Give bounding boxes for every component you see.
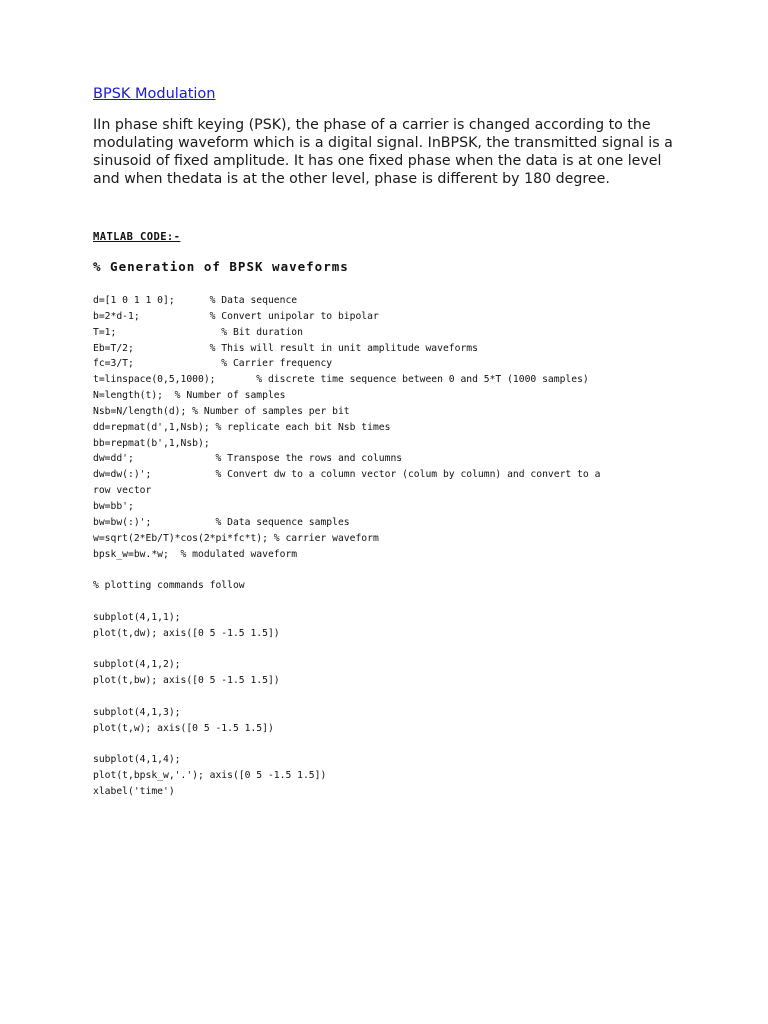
code-line: w=sqrt(2*Eb/T)*cos(2*pi*fc*t); % carrier waveform	[93, 532, 379, 544]
code-line: plot(t,bpsk_w,'.'); axis([0 5 -1.5 1.5])	[93, 770, 327, 782]
code-line: bw=bw(:)'; % Data sequence samples	[93, 516, 350, 528]
code-line	[93, 562, 600, 578]
code-line: xlabel('time')	[93, 786, 175, 798]
code-line: subplot(4,1,3);	[93, 706, 181, 718]
code-line: b=2*d-1; % Convert unipolar to bipolar	[93, 310, 379, 322]
code-line: dd=repmat(d',1,Nsb); % replicate each bit Nsb times	[93, 421, 391, 433]
code-line: subplot(4,1,1);	[93, 611, 181, 623]
code-line: fc=3/T; % Carrier frequency	[93, 358, 333, 370]
code-line: bw=bb';	[93, 500, 134, 512]
code-line: dw=dw(:)'; % Convert dw to a column vector (colum by column) and convert to a	[93, 469, 601, 481]
intro-paragraph	[93, 116, 723, 188]
code-line	[93, 737, 600, 753]
code-line: subplot(4,1,4);	[93, 754, 181, 766]
code-line: plot(t,dw); axis([0 5 -1.5 1.5])	[93, 627, 280, 639]
code-line: bb=repmat(b',1,Nsb);	[93, 437, 210, 449]
section-heading: % Generation of BPSK waveforms	[93, 259, 349, 274]
code-line	[93, 594, 600, 610]
code-line: N=length(t); % Number of samples	[93, 390, 286, 402]
code-line: bpsk_w=bw.*w; % modulated waveform	[93, 548, 298, 560]
document-title-link[interactable]: BPSK Modulation	[93, 86, 216, 102]
intro-line: sinusoid of fixed amplitude. It has one fixed phase when the data is at one level	[93, 153, 662, 169]
code-line: % plotting commands follow	[93, 580, 245, 592]
code-line: t=linspace(0,5,1000); % discrete time sequence between 0 and 5*T (1000 samples)	[93, 374, 589, 386]
code-line: d=[1 0 1 1 0]; % Data sequence	[93, 295, 298, 306]
intro-line: and when thedata is at the other level, phase is different by 180 degree.	[93, 171, 610, 187]
code-line	[93, 642, 600, 658]
code-line	[93, 689, 600, 705]
code-line: row vector	[93, 485, 152, 497]
intro-line: modulating waveform which is a digital signal. InBPSK, the transmitted signal is a	[93, 135, 673, 151]
code-block	[93, 293, 600, 800]
code-line: plot(t,w); axis([0 5 -1.5 1.5])	[93, 722, 274, 734]
code-line: plot(t,bw); axis([0 5 -1.5 1.5])	[93, 675, 280, 687]
code-line: dw=dd'; % Transpose the rows and columns	[93, 453, 403, 465]
code-line: subplot(4,1,2);	[93, 659, 181, 671]
intro-line: IIn phase shift keying (PSK), the phase of a carrier is changed according to the	[93, 117, 651, 133]
code-line: T=1; % Bit duration	[93, 326, 303, 338]
matlab-code-heading: MATLAB CODE:-	[93, 231, 181, 243]
code-line: Nsb=N/length(d); % Number of samples per bit	[93, 405, 350, 417]
code-line: Eb=T/2; % This will result in unit amplitude waveforms	[93, 342, 478, 354]
